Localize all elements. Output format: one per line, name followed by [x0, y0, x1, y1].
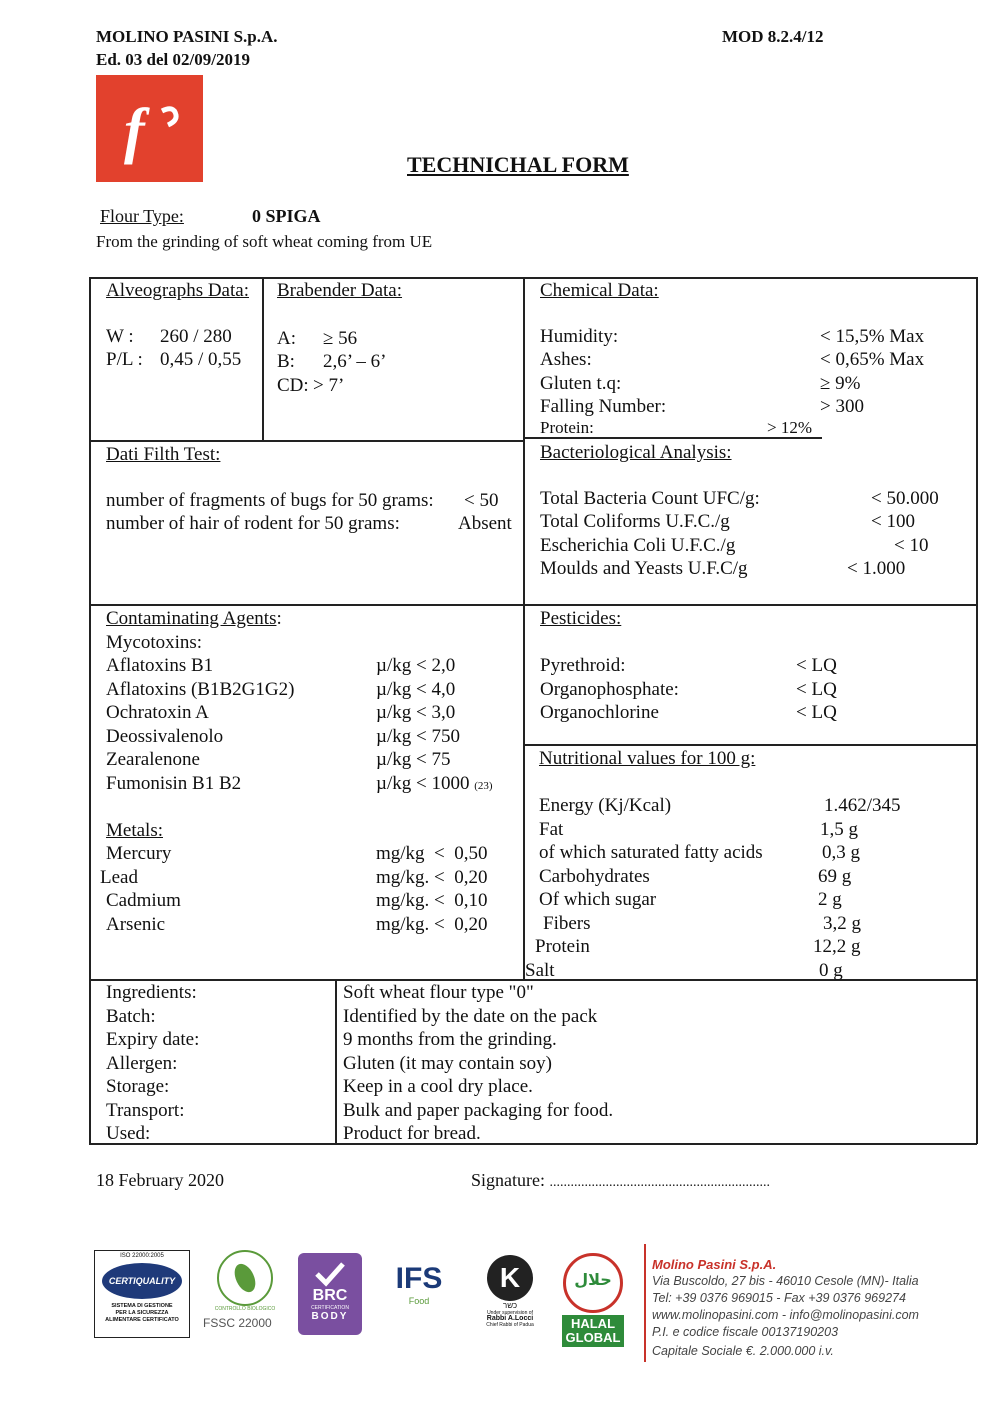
gluten-label: Gluten t.q:: [540, 372, 622, 394]
nutrient-value: 0,3 g: [822, 842, 860, 863]
kosher-line: Chief Rabbi of Padua: [486, 1322, 534, 1328]
info-value: Bulk and paper packaging for food.: [343, 1099, 614, 1121]
alveographs-row: [106, 348, 256, 372]
fumonisin-note: (23): [474, 779, 493, 792]
company-phone: Tel: +39 0376 969015 - Fax +39 0376 969274: [652, 1291, 906, 1305]
contaminants-colon: :: [276, 608, 282, 629]
svg-text:f: f: [124, 97, 145, 165]
chemical-section: [540, 279, 932, 419]
metal-label: Cadmium: [106, 890, 181, 911]
brabender-cd-label: CD:: [277, 374, 309, 396]
nutrient-label: Salt: [525, 959, 555, 981]
moulds-value: < 1.000: [847, 558, 906, 579]
metal-label: Arsenic: [106, 913, 166, 935]
brabender-section: [277, 279, 517, 397]
nutrient-label: Carbohydrates: [539, 865, 650, 887]
nutrient-label: Fat: [539, 818, 564, 840]
nutrient-label: of which saturated fatty acids: [539, 842, 763, 863]
falling-number-label: Falling Number:: [540, 396, 667, 417]
alveographs-title: Alveographs Data:: [106, 280, 249, 301]
pesticides-title: Pesticides:: [540, 608, 622, 629]
info-value: 9 months from the grinding.: [343, 1029, 557, 1050]
signature-label: Signature:: [471, 1170, 545, 1190]
brc-text: BRC: [312, 1287, 348, 1304]
checkmark-icon: [314, 1261, 346, 1287]
mycotoxin-value: µ/kg < 1000: [376, 772, 470, 794]
alveographs-row: [106, 325, 256, 349]
info-label: Batch:: [106, 1005, 156, 1027]
protein-value: > 12%: [767, 418, 812, 437]
ifs-sub: Food: [408, 1296, 430, 1306]
nutrient-label: Energy (Kj/Kcal): [539, 795, 672, 816]
w-label: W :: [106, 325, 134, 347]
kosher-k-icon: K: [487, 1255, 533, 1301]
nutrient-value: 1.462/345: [824, 795, 901, 816]
nutrient-value: 2 g: [818, 889, 842, 910]
edition: Ed. 03 del 02/09/2019: [96, 50, 250, 69]
coliforms-label: Total Coliforms U.F.C./g: [540, 511, 730, 532]
brabender-title: Brabender Data:: [277, 280, 403, 301]
nutrient-label: Protein: [535, 936, 590, 957]
brabender-b-value: 2,6’ – 6’: [323, 351, 387, 372]
company-info-name: Molino Pasini S.p.A.: [652, 1257, 777, 1272]
leaf-icon: [217, 1250, 273, 1306]
pl-label: P/L :: [106, 349, 143, 370]
bugs-value: < 50: [464, 489, 499, 511]
info-labels: [106, 981, 199, 1146]
pesticide-value: < LQ: [796, 655, 837, 676]
iso-line: PER LA SICUREZZA: [115, 1310, 169, 1316]
metal-value: mg/kg < 0,50: [376, 843, 488, 864]
metal-label: Mercury: [106, 843, 172, 864]
w-value: 260 / 280: [160, 325, 232, 347]
pesticide-value: < LQ: [796, 702, 837, 723]
protein-label: Protein:: [540, 418, 594, 437]
fssc-logo: FSSC 22000: [203, 1316, 272, 1330]
falling-number-value: > 300: [820, 396, 864, 417]
nutrition-title: Nutritional values for 100 g:: [539, 748, 756, 769]
mycotoxin-value: µ/kg < 3,0: [376, 702, 456, 723]
info-value: Soft wheat flour type "0": [343, 982, 534, 1003]
info-label: Expiry date:: [106, 1029, 200, 1050]
ifs-food-badge: [383, 1262, 455, 1328]
ashes-value: < 0,65% Max: [820, 349, 925, 370]
company-divider: [644, 1244, 646, 1362]
flour-type-label: Flour Type:: [100, 206, 184, 226]
rodent-hair-value: Absent: [458, 513, 512, 534]
nutrient-value: 12,2 g: [813, 936, 861, 957]
nutrient-value: 3,2 g: [823, 912, 861, 934]
ecoli-label: Escherichia Coli U.F.C./g: [540, 534, 736, 556]
controllo-biologico-badge: [203, 1250, 287, 1336]
ashes-label: Ashes:: [540, 349, 592, 370]
iso-line: ALIMENTARE CERTIFICATO: [105, 1317, 179, 1323]
certiquality-logo: CERTIQUALITY: [102, 1263, 182, 1299]
pl-value: 0,45 / 0,55: [160, 349, 242, 370]
global-text: GLOBAL: [565, 1330, 621, 1345]
kosher-hebrew: כשר: [502, 1301, 518, 1310]
signature-field: [471, 1170, 770, 1191]
alveographs-section: [106, 279, 256, 372]
info-label: Storage:: [106, 1076, 170, 1097]
humidity-label: Humidity:: [540, 325, 619, 347]
bacterio-title: Bacteriological Analysis:: [540, 442, 732, 463]
info-label: Ingredients:: [106, 982, 197, 1003]
company-vat: P.I. e codice fiscale 00137190203: [652, 1325, 839, 1339]
company-name: MOLINO PASINI S.p.A.: [96, 27, 278, 46]
metal-label: Lead: [100, 866, 138, 888]
brc-body: BODY: [311, 1311, 349, 1322]
bugs-label: number of fragments of bugs for 50 grams:: [106, 489, 434, 511]
certiquality-iso-badge: [94, 1250, 190, 1338]
signature-dots: ...............................................................: [549, 1175, 770, 1190]
info-value: Gluten (it may contain soy): [343, 1052, 552, 1074]
brabender-a-label: A:: [277, 327, 296, 349]
contaminants-section: [100, 607, 518, 936]
mycotoxin-value: µ/kg < 2,0: [376, 655, 456, 676]
info-values: [343, 981, 613, 1146]
pesticide-label: Organochlorine: [540, 702, 659, 723]
nutrient-label: Fibers: [543, 912, 591, 934]
metal-value: mg/kg. < 0,20: [376, 866, 488, 888]
info-label: Allergen:: [106, 1052, 178, 1074]
pesticides-section: [540, 607, 940, 725]
pesticide-label: Pyrethroid:: [540, 655, 626, 676]
contaminants-title: Contaminating Agents: [106, 608, 277, 629]
mycotoxin-label: Ochratoxin A: [106, 702, 209, 723]
mycotoxin-label: Zearalenone: [106, 749, 200, 770]
brabender-a-value: ≥ 56: [323, 327, 358, 349]
metals-label: Metals:: [106, 819, 163, 841]
metal-value: mg/kg. < 0,10: [376, 890, 488, 911]
info-label: Transport:: [106, 1099, 185, 1121]
metal-value: mg/kg. < 0,20: [376, 913, 488, 935]
ifs-text: IFS: [395, 1262, 443, 1295]
nutrient-value: 1,5 g: [820, 818, 858, 840]
bacterio-section: [540, 441, 950, 581]
brabender-b-label: B:: [277, 351, 295, 372]
mycotoxins-label: Mycotoxins:: [106, 631, 203, 653]
iso-standard-text: ISO 22000:2005: [120, 1253, 164, 1259]
mycotoxin-label: Deossivalenolo: [106, 725, 224, 747]
document-date: 18 February 2020: [96, 1170, 224, 1190]
mycotoxin-label: Fumonisin B1 B2: [106, 772, 242, 794]
kosher-rabbi: Rabbi A.Locci: [486, 1315, 534, 1322]
brabender-cd-value: > 7’: [313, 374, 345, 396]
moulds-label: Moulds and Yeasts U.F.C/g: [540, 558, 748, 579]
flour-type-value: 0 SPIGA: [252, 206, 321, 226]
rodent-hair-label: number of hair of rodent for 50 grams:: [106, 513, 400, 534]
mycotoxin-value: µ/kg < 75: [376, 749, 451, 770]
mod-code: MOD 8.2.4/12: [722, 27, 824, 46]
nutrient-label: Of which sugar: [539, 889, 657, 910]
brc-badge: [298, 1253, 362, 1335]
halal-text: HALAL: [570, 1316, 616, 1331]
mycotoxin-label: Aflatoxins (B1B2G1G2): [106, 678, 295, 700]
company-info: [652, 1256, 919, 1360]
bacteria-count-label: Total Bacteria Count UFC/g:: [540, 487, 760, 509]
mycotoxin-label: Aflatoxins B1: [106, 655, 214, 676]
mycotoxin-value: µ/kg < 4,0: [376, 678, 456, 700]
company-web: www.molinopasini.com - info@molinopasini.com: [652, 1308, 919, 1322]
coliforms-value: < 100: [871, 511, 915, 532]
page-title: TECHNICHAL FORM: [407, 152, 629, 177]
molino-pasini-logo: [96, 75, 203, 182]
info-value: Keep in a cool dry place.: [343, 1076, 533, 1097]
info-value: Product for bread.: [343, 1123, 481, 1144]
flour-origin: From the grinding of soft wheat coming from UE: [96, 232, 433, 251]
info-label: Used:: [106, 1123, 151, 1144]
filth-section: [106, 443, 516, 536]
halal-global-badge: [562, 1253, 624, 1349]
nutrition-section: [525, 747, 955, 982]
filth-title: Dati Filth Test:: [106, 444, 221, 465]
company-address: Via Buscoldo, 27 bis - 46010 Cesole (MN)- Italia: [652, 1274, 919, 1288]
iso-line: SISTEMA DI GESTIONE: [111, 1303, 173, 1309]
humidity-value: < 15,5% Max: [820, 325, 925, 347]
kosher-line: Under supervision of: [487, 1310, 533, 1316]
bacteria-count-value: < 50.000: [871, 487, 939, 509]
brc-sub: CERTIFICATION: [311, 1305, 349, 1311]
ecoli-value: < 10: [894, 534, 929, 556]
pesticide-label: Organophosphate:: [540, 678, 679, 700]
halal-crescent-icon: حلال: [563, 1253, 623, 1313]
mycotoxin-value: µ/kg < 750: [376, 725, 460, 747]
company-capital: Capitale Sociale €. 2.000.000 i.v.: [652, 1344, 834, 1358]
pesticide-value: < LQ: [796, 678, 837, 700]
controllo-text: CONTROLLO BIOLOGICO: [214, 1306, 276, 1312]
nutrient-value: 0 g: [819, 959, 843, 981]
gluten-value: ≥ 9%: [820, 372, 861, 394]
info-value: Identified by the date on the pack: [343, 1005, 598, 1027]
chemical-title: Chemical Data:: [540, 280, 659, 301]
kosher-badge: [472, 1255, 548, 1339]
nutrient-value: 69 g: [818, 865, 852, 887]
